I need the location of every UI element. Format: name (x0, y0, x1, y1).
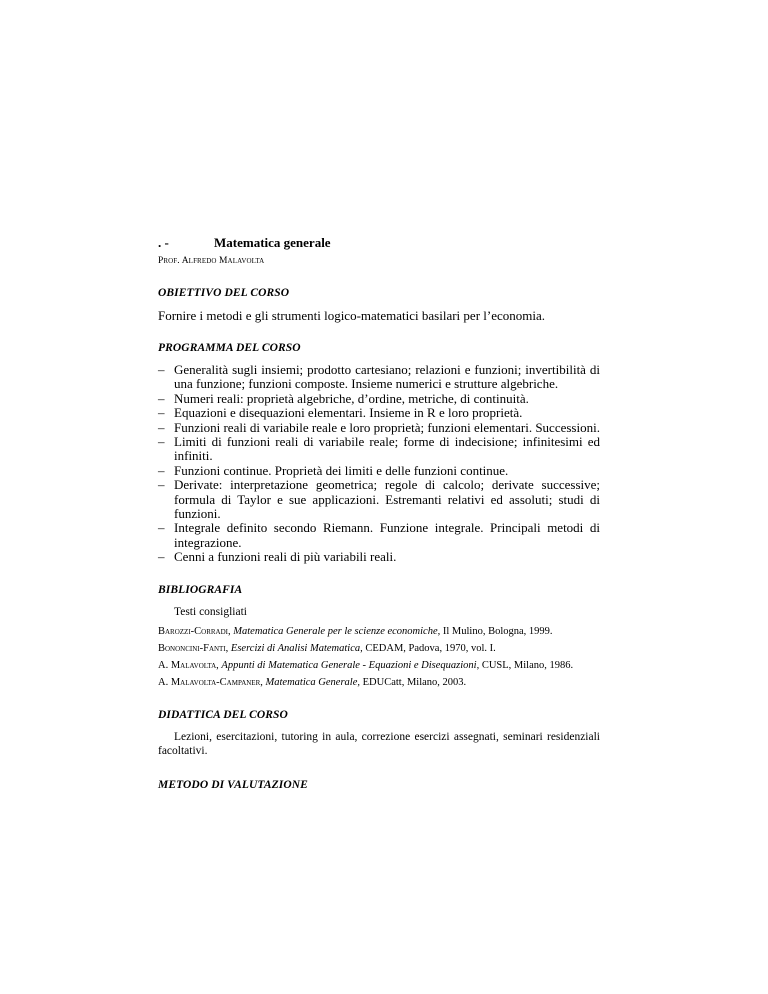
program-item-text: Cenni a funzioni reali di più variabili reali. (174, 549, 397, 565)
entry-title: Appunti di Matematica Generale - Equazioni e Disequazioni, (221, 659, 480, 671)
didactics-text: Lezioni, esercitazioni, tutoring in aula, correzione esercizi assegnati, seminari residenziali facoltativi. (158, 730, 600, 757)
program-item (158, 478, 600, 521)
program-item-text: Funzioni reali di variabile reale e loro proprietà; funzioni elementari. Successioni. (174, 419, 600, 435)
program-item-text: Derivate: interpretazione geometrica; regole di calcolo; derivate successive; formula di Taylor e sue applicazioni. Estremanti relativi ed assoluti; studi di funzioni. (174, 477, 600, 522)
dash-marker: – (158, 419, 165, 435)
course-description (158, 236, 600, 800)
dash-marker: – (158, 390, 165, 406)
dash-marker: – (158, 405, 165, 421)
program-heading: PROGRAMMA DEL CORSO (158, 342, 301, 354)
entry-title: Esercizi di Analisi Matematica, (230, 642, 363, 654)
entry-author: Bononcini-Fanti, (158, 642, 229, 654)
program-item-text: Limiti di funzioni reali di variabile reale; forme di indecisione; infinitesimi ed infiniti. (174, 434, 600, 464)
dash-marker: – (158, 549, 165, 565)
professor-name: Prof. Alfredo Malavolta (158, 256, 265, 266)
bibliography-entry (158, 625, 600, 639)
evaluation-heading: METODO DI VALUTAZIONE (158, 778, 308, 791)
bibliography-heading: BIBLIOGRAFIA (158, 583, 243, 596)
program-item (158, 421, 600, 435)
entry-author: A. Malavolta, (158, 659, 219, 671)
program-item-text: Generalità sugli insiemi; prodotto cartesiano; relazioni e funzioni; invertibilità di una funzione; funzioni composte. Insieme numerici e strutture algebriche. (174, 362, 600, 392)
bibliography-entry (158, 642, 600, 656)
dash-marker: – (158, 434, 165, 450)
entry-title: Matematica Generale, (265, 676, 360, 688)
entry-author: Barozzi-Corradi, (158, 625, 231, 637)
course-number: . - (158, 235, 169, 250)
entry-author: A. Malavolta-Campaner, (158, 676, 263, 688)
objective-heading: OBIETTIVO DEL CORSO (158, 287, 290, 299)
bibliography-subheading: Testi consigliati (174, 605, 247, 618)
didactics-heading: DIDATTICA DEL CORSO (158, 708, 288, 721)
program-item-text: Integrale definito secondo Riemann. Funzione integrale. Principali metodi di integrazione. (174, 520, 600, 550)
entry-publisher: CEDAM, Padova, 1970, vol. I. (365, 642, 496, 654)
objective-text: Fornire i metodi e gli strumenti logico-matematici basilari per l’economia. (158, 308, 545, 323)
program-item-text: Numeri reali: proprietà algebriche, d’ordine, metriche, di continuità. (174, 390, 529, 406)
entry-title: Matematica Generale per le scienze economiche, (233, 625, 441, 637)
dash-marker: – (158, 520, 165, 536)
program-item-text: Equazioni e disequazioni elementari. Insieme in R e loro proprietà. (174, 405, 523, 421)
program-item (158, 550, 600, 564)
bibliography-entry (158, 676, 600, 690)
bibliography-entry (158, 659, 600, 673)
program-item-text: Funzioni continue. Proprietà dei limiti e delle funzioni continue. (174, 462, 509, 478)
course-title: Matematica generale (214, 235, 331, 250)
program-item (158, 406, 600, 420)
entry-publisher: Il Mulino, Bologna, 1999. (442, 625, 553, 637)
dash-marker: – (158, 362, 165, 377)
program-item (158, 363, 600, 392)
program-item (158, 464, 600, 478)
program-item (158, 435, 600, 464)
course-heading (158, 236, 600, 250)
entry-publisher: CUSL, Milano, 1986. (481, 659, 574, 671)
program-item (158, 521, 600, 550)
dash-marker: – (158, 477, 165, 493)
program-item (158, 392, 600, 406)
entry-publisher: EDUCatt, Milano, 2003. (362, 676, 467, 688)
dash-marker: – (158, 462, 165, 478)
program-list (158, 363, 600, 565)
